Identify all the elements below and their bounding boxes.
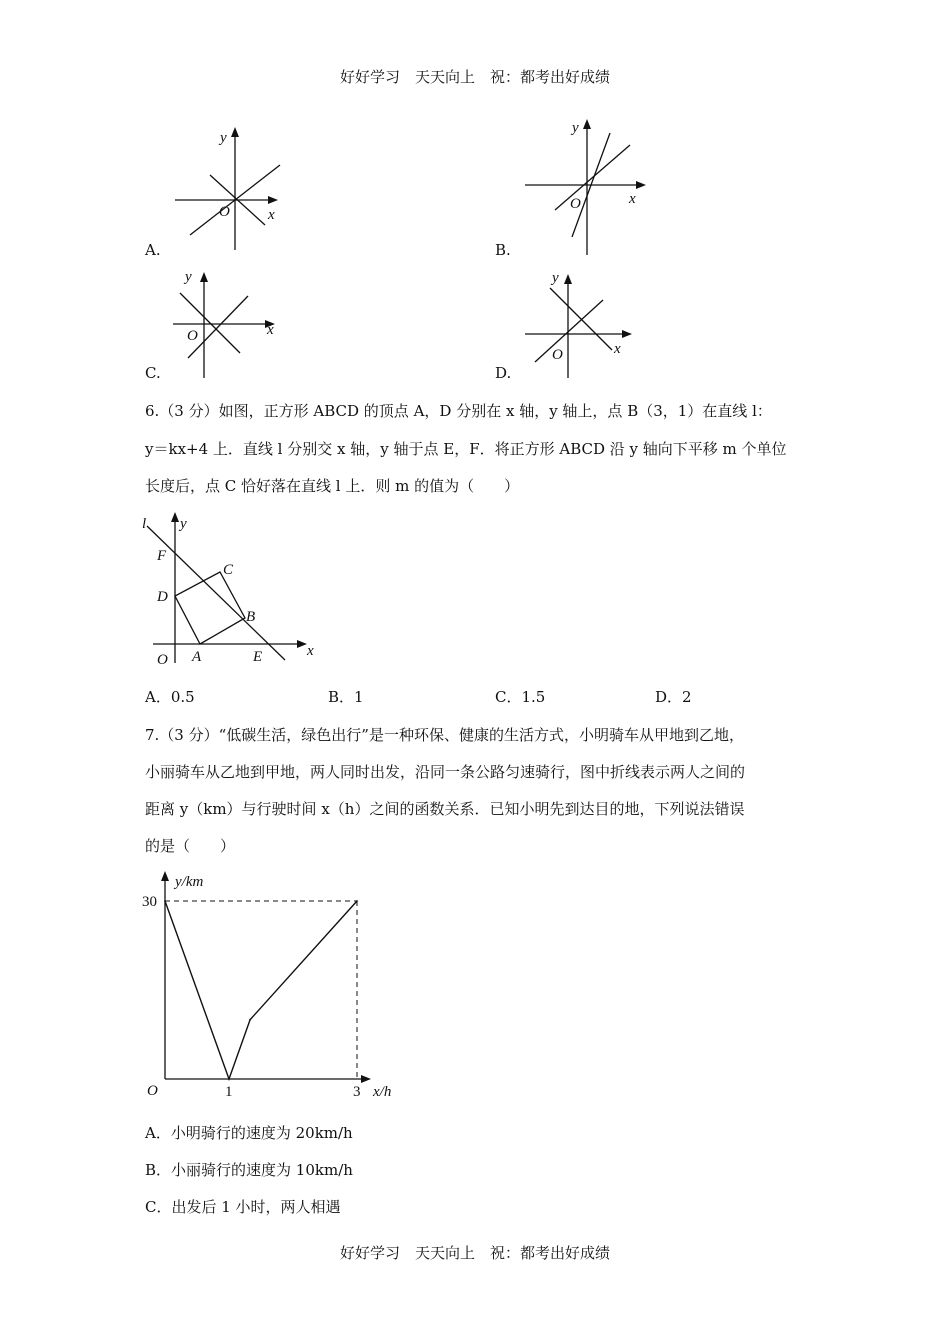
line-2 [188,296,248,358]
y-label: y [572,120,579,136]
line-1 [180,293,240,353]
origin-label: O [219,204,230,220]
x-label: x [268,207,275,223]
q6-option-a: A．0.5 [145,688,195,706]
label-d: D [157,589,168,605]
data-point [249,1019,251,1021]
x-arrow-icon [268,196,278,204]
y-label: y [220,130,227,146]
label-l: l [142,516,147,532]
data-point [228,1078,230,1080]
label-b: B [246,609,256,625]
x-arrow-icon [622,330,632,338]
label-e: E [253,649,263,665]
y-label: y [185,269,192,285]
x-label: x [614,341,621,357]
q6-option-c: C．1.5 [495,688,546,706]
label-f: F [157,548,167,564]
q6-line-3: 长度后，点 C 恰好落在直线 l 上．则 m 的值为（ ） [145,477,520,495]
q6-line-2: y＝kx+4 上．直线 l 分别交 x 轴，y 轴于点 E，F．将正方形 ABCD 沿 y 轴向下平移 m 个单位 [145,440,787,458]
page-footer: 好好学习 天天向上 祝：都考出好成绩 [339,1244,610,1262]
q7-option-a: A．小明骑行的速度为 20km/h [145,1124,353,1142]
origin-label: O [187,328,198,344]
x-arrow-icon [297,640,307,648]
q7-line-1: 7.（3 分）“低碳生活，绿色出行”是一种环保、健康的生活方式，小明骑车从甲地到乙地， [145,726,744,744]
y-arrow-icon [583,119,591,129]
y-axis-label: y/km [175,874,204,890]
x-arrow-icon [361,1075,371,1083]
x-label: x [629,191,636,207]
y-arrow-icon [231,127,239,137]
q6-option-d: D．2 [655,688,692,706]
q7-line-4: 的是（ ） [145,837,236,855]
label-x: x [307,643,314,659]
x-axis-label: x/h [373,1084,392,1100]
line-1 [555,145,630,210]
q7-option-b: B．小丽骑行的速度为 10km/h [145,1161,353,1179]
q7-line-3: 距离 y（km）与行驶时间 x（h）之间的函数关系．已知小明先到达目的地，下列说法错误 [145,800,745,818]
q7-line-2: 小丽骑车从乙地到甲地，两人同时出发，沿同一条公路匀速骑行，图中折线表示两人之间的 [145,763,746,781]
chart-marks [142,894,361,1100]
q7-chart [135,865,415,1105]
q5-figure-b [520,115,655,260]
x-tick-label: 1 [225,1084,233,1100]
y-label: y [552,270,559,286]
q5-figure-a [170,125,290,260]
y-arrow-icon [564,274,572,284]
page-header: 好好学习 天天向上 祝：都考出好成绩 [339,68,610,86]
q5-option-d-label: D. [495,364,512,382]
x-arrow-icon [636,181,646,189]
origin-label: O [570,196,581,212]
q5-figure-c [168,268,288,383]
y-tick-label: 30 [142,894,157,910]
q5-option-a-label: A. [145,241,161,259]
q5-option-b-label: B. [495,241,511,259]
y-arrow-icon [161,871,169,881]
origin-label: O [552,347,563,363]
series-line-distance [165,901,357,1079]
x-label: x [267,322,274,338]
y-arrow-icon [171,512,179,522]
label-o: O [157,652,168,668]
origin-label: O [147,1083,158,1099]
q5-option-c-label: C. [145,364,161,382]
q5-figure-d [520,270,640,380]
x-tick-label: 3 [353,1084,361,1100]
square-abcd [175,572,245,644]
q6-figure [135,508,325,668]
label-y: y [180,516,187,532]
q6-line-1: 6.（3 分）如图，正方形 ABCD 的顶点 A，D 分别在 x 轴，y 轴上，点 B（3，1）在直线 l： [145,402,772,420]
q7-option-c: C．出发后 1 小时，两人相遇 [145,1198,341,1216]
y-arrow-icon [200,272,208,282]
q6-option-b: B．1 [328,688,364,706]
label-a: A [192,649,202,665]
label-c: C [223,562,234,578]
